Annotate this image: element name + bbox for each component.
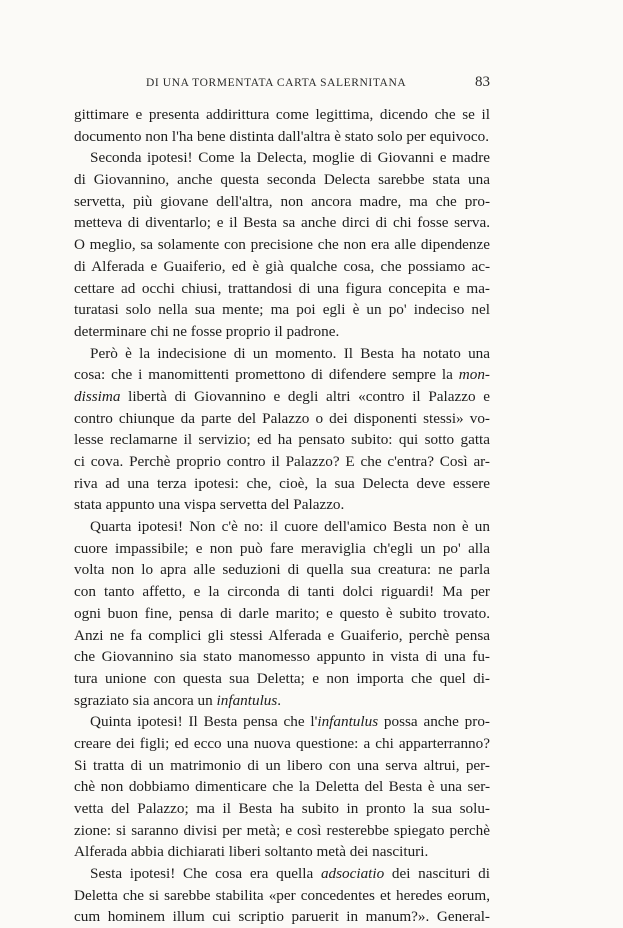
text-line: tura unione con questa sua Deletta; e non importa che quel di- bbox=[74, 669, 490, 687]
text-line: Si tratta di un matrimonio di un libero con una serva altrui, per- bbox=[74, 756, 490, 774]
text-line: servetta, più giovane dell'altra, non ancora madre, ma che pro- bbox=[74, 192, 490, 210]
text-line: chè non dobbiamo dimenticare che la Deletta del Besta è una ser- bbox=[74, 778, 490, 796]
italic-term: adsociatio bbox=[320, 865, 385, 883]
text-line: metteva di diventarlo; e il Besta sa anche dirci di chi fosse serva. bbox=[74, 214, 490, 232]
text-line bbox=[74, 690, 490, 712]
text-line bbox=[74, 386, 490, 408]
text-run: dei nascituri di bbox=[384, 865, 490, 883]
text-line: volta non lo apra alle seduzioni di quella sua creatura: ne parla bbox=[74, 561, 490, 579]
italic-term: dissima bbox=[74, 387, 121, 405]
italic-term: mon- bbox=[458, 366, 490, 384]
text-line: stata appunto una vispa servetta del Palazzo. bbox=[74, 496, 345, 514]
text-line: con tanto affetto, e la circonda di tanti dolci riguardi! Ma per bbox=[74, 583, 490, 601]
text-run: Quinta ipotesi! Il Besta pensa che l' bbox=[90, 713, 318, 731]
text-line: che Giovannino sia stato manomesso appunto in vista di una fu- bbox=[74, 648, 490, 666]
text-line: cuore impassibile; e non può fare meraviglia ch'egli un po' alla bbox=[74, 539, 490, 557]
text-line: cettare ad occhi chiusi, trattandosi di una figura concepita e ma- bbox=[74, 279, 490, 297]
text-line: zione: si saranno divisi per metà; e così resterebbe spiegato perchè bbox=[74, 821, 490, 839]
text-line: O meglio, sa solamente con precisione che non era alle dipendenze bbox=[74, 236, 490, 254]
text-line: gittimare e presenta addirittura come legittima, dicendo che se il bbox=[74, 106, 490, 123]
paragraph-start-line: Seconda ipotesi! Come la Delecta, moglie di Giovanni e madre bbox=[90, 149, 490, 167]
text-run: . bbox=[277, 691, 282, 709]
text-run: possa anche pro- bbox=[378, 713, 490, 731]
text-run: libertà di Giovannino e degli altri «contro il Palazzo e bbox=[120, 387, 490, 405]
text-run: sgraziato sia ancora un bbox=[74, 691, 217, 709]
body-text bbox=[74, 104, 490, 928]
text-line: ogni buon fine, pensa di darle marito; e questo è subito trovato. bbox=[74, 604, 490, 622]
text-line: riva ad una terza ipotesi: che, cioè, la sua Delecta deve essere bbox=[74, 474, 490, 492]
text-run: cosa: che i manomittenti promettono di difendere sempre la bbox=[74, 366, 459, 384]
paragraph-start-line: Quarta ipotesi! Non c'è no: il cuore dell'amico Besta non è un bbox=[90, 518, 490, 536]
text-line: cum hominem illum cui scriptio paruerit in manum?». General- bbox=[74, 908, 490, 926]
text-line: Alferada abbia dichiarati liberi soltanto metà dei nascituri. bbox=[74, 843, 429, 861]
text-line: creare dei figli; ed ecco una nuova questione: a chi apparterranno? bbox=[74, 734, 490, 752]
paragraph-start-line: Però è la indecisione di un momento. Il Besta ha notato una bbox=[90, 344, 490, 362]
text-line: Deletta che si sarebbe stabilita «per concedentes et heredes eorum, bbox=[74, 886, 490, 904]
running-head bbox=[74, 74, 490, 95]
paragraph-start-line bbox=[74, 711, 490, 733]
paragraph-start-line bbox=[74, 863, 490, 885]
page-number: 83 bbox=[475, 74, 490, 90]
text-line: contro chiunque da parte del Palazzo o dei disponenti stessi» vo- bbox=[74, 409, 490, 427]
text-run: Sesta ipotesi! Che cosa era quella bbox=[90, 865, 321, 883]
text-line: lesse reclamarne il servizio; ed ha pensato subito: qui sotto gatta bbox=[74, 431, 490, 449]
text-line: ci cova. Perchè proprio contro il Palazzo? E che c'entra? Così ar- bbox=[74, 453, 490, 470]
text-line bbox=[74, 364, 490, 386]
text-line: Anzi ne fa complici gli stessi Alferada e Guaiferio, perchè pensa bbox=[74, 626, 490, 644]
text-line: di Alferada e Guaiferio, ed è già qualche cosa, che possiamo ac- bbox=[74, 257, 490, 275]
text-line: turatasi solo nella sua mente; ma poi egli è un po' indeciso nel bbox=[74, 301, 490, 319]
italic-term: infantulus bbox=[317, 713, 379, 731]
text-line: determinare chi ne fosse proprio il padrone. bbox=[74, 322, 340, 340]
running-title: DI UNA TORMENTATA CARTA SALERNITANA bbox=[146, 77, 407, 89]
text-line: documento non l'ha bene distinta dall'altra è stato solo per equivoco. bbox=[74, 127, 490, 145]
text-line: di Giovannino, anche questa seconda Delecta sarebbe stata una bbox=[74, 171, 490, 189]
text-line: vetta del Palazzo; ma il Besta ha subito in pronto la sua solu- bbox=[74, 800, 490, 817]
italic-term: infantulus bbox=[216, 691, 278, 709]
